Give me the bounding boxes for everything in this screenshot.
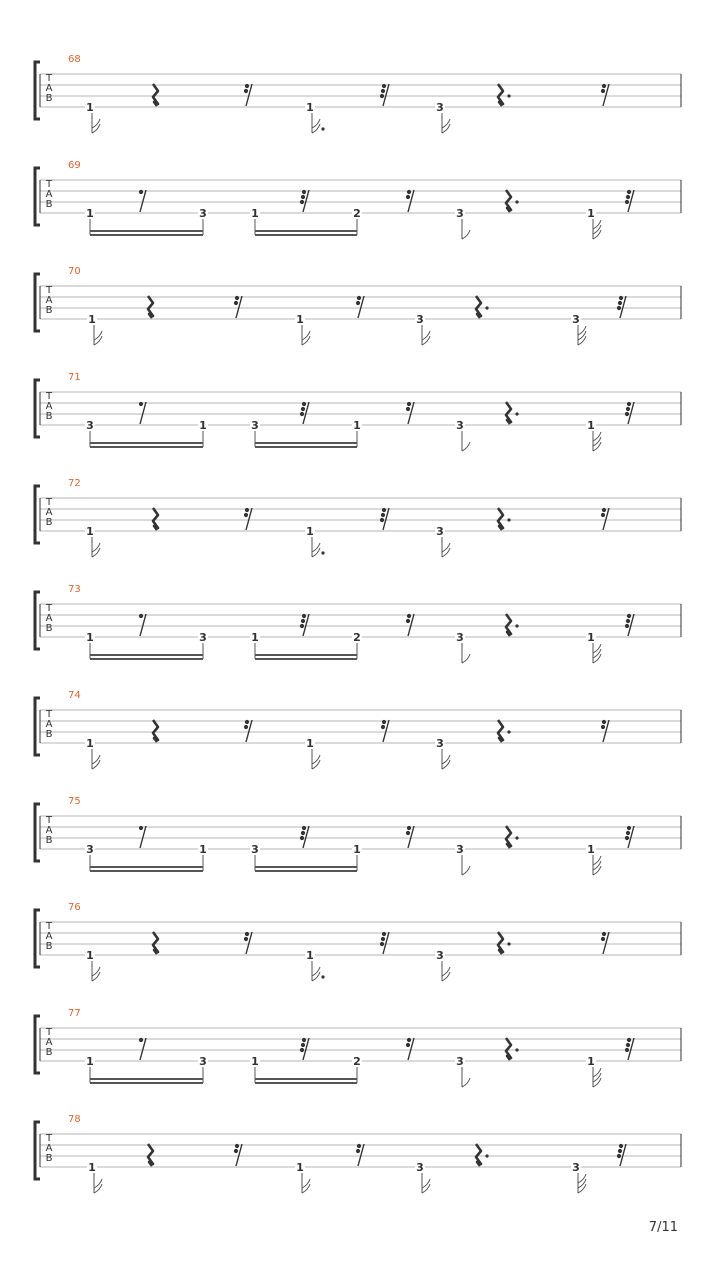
rest-flag — [626, 619, 630, 623]
fret-number: 1 — [88, 1161, 96, 1174]
tab-clef-letter: A — [45, 507, 53, 518]
fret-number: 1 — [86, 949, 94, 962]
tab-note — [87, 312, 102, 345]
rest-flag — [625, 624, 629, 628]
tab-clef-letter: B — [45, 941, 53, 952]
rest-flag — [245, 932, 249, 936]
rest-flag — [380, 942, 384, 946]
tab-note — [305, 100, 325, 133]
tab-note — [435, 736, 450, 769]
tab-note — [250, 842, 260, 856]
tab-note — [455, 1054, 470, 1087]
tab-note — [198, 206, 208, 220]
fret-number: 1 — [86, 1055, 94, 1068]
rest-dot — [507, 730, 510, 733]
system-bracket — [35, 62, 40, 119]
tab-note — [415, 312, 430, 345]
rest-flag — [601, 937, 605, 941]
note-flag — [462, 654, 470, 663]
rest-flag — [302, 1038, 306, 1042]
tab-system — [35, 372, 681, 451]
tab-note — [250, 418, 260, 432]
fret-number: 3 — [456, 843, 464, 856]
tab-note — [435, 948, 450, 981]
rest-flag — [234, 1149, 238, 1153]
rest-flag — [619, 1144, 623, 1148]
tab-clef-letter: B — [45, 1153, 53, 1164]
note-flag — [462, 230, 470, 239]
measure-number: 71 — [68, 372, 81, 383]
fret-number: 3 — [416, 313, 424, 326]
measure-number: 70 — [68, 266, 81, 277]
measure-number: 69 — [68, 160, 81, 171]
fret-number: 1 — [296, 313, 304, 326]
rest-flag — [356, 1149, 360, 1153]
note-flag — [462, 866, 470, 875]
fret-number: 3 — [436, 737, 444, 750]
rest-flag — [139, 402, 143, 406]
tab-clef-letter: A — [45, 295, 53, 306]
tab-note — [455, 206, 470, 239]
tab-clef-letter: B — [45, 411, 53, 422]
fret-number: 3 — [86, 419, 94, 432]
rest-flag — [601, 89, 605, 93]
tab-note — [87, 1160, 102, 1193]
tab-note — [415, 1160, 430, 1193]
tab-note — [250, 206, 260, 220]
tab-note — [586, 842, 601, 875]
system-bracket — [35, 380, 40, 437]
rest-flag — [406, 195, 410, 199]
system-bracket — [35, 698, 40, 755]
tab-note — [85, 736, 100, 769]
quarter-rest — [153, 84, 158, 106]
rest-flag — [300, 1048, 304, 1052]
rest-flag — [602, 84, 606, 88]
tab-system — [35, 54, 681, 133]
rest-flag — [602, 508, 606, 512]
fret-number: 3 — [86, 843, 94, 856]
rest-flag — [300, 412, 304, 416]
fret-number: 1 — [86, 737, 94, 750]
quarter-rest — [498, 932, 503, 954]
rest-dot — [485, 1154, 488, 1157]
rest-flag — [244, 513, 248, 517]
tab-note — [435, 100, 450, 133]
rest-flag — [406, 407, 410, 411]
tab-note — [352, 1054, 362, 1068]
tab-note — [85, 842, 95, 856]
rest-dot — [507, 94, 510, 97]
rest-flag — [601, 513, 605, 517]
fret-number: 1 — [587, 631, 595, 644]
tab-clef-letter: T — [45, 709, 53, 720]
rest-flag — [381, 937, 385, 941]
rest-dot — [515, 1048, 518, 1051]
tab-note — [85, 524, 100, 557]
rest-flag — [617, 1154, 621, 1158]
tab-clef-letter: T — [45, 921, 53, 932]
rest-flag — [139, 826, 143, 830]
tab-clef-letter: B — [45, 729, 53, 740]
tab-note — [586, 206, 601, 239]
tab-note — [250, 630, 260, 644]
rest-flag — [302, 402, 306, 406]
tab-note — [305, 948, 325, 981]
system-bracket — [35, 486, 40, 543]
tab-clef-letter: B — [45, 305, 53, 316]
tab-clef-letter: B — [45, 623, 53, 634]
rest-flag — [381, 513, 385, 517]
quarter-rest — [476, 296, 481, 318]
rest-flag — [627, 614, 631, 618]
fret-number: 1 — [251, 631, 259, 644]
fret-number: 3 — [251, 419, 259, 432]
quarter-rest — [498, 720, 503, 742]
rest-flag — [407, 1038, 411, 1042]
measure-number: 76 — [68, 902, 81, 913]
rest-flag — [407, 190, 411, 194]
system-bracket — [35, 910, 40, 967]
rest-flag — [302, 614, 306, 618]
tab-note — [571, 312, 586, 345]
quarter-rest — [148, 1144, 153, 1166]
tab-system — [35, 796, 681, 875]
rest-flag — [602, 932, 606, 936]
quarter-rest — [153, 508, 158, 530]
tab-system — [35, 478, 681, 557]
tab-note — [198, 418, 208, 432]
tab-note — [586, 630, 601, 663]
tab-clef-letter: B — [45, 93, 53, 104]
measure-number: 73 — [68, 584, 81, 595]
tab-note — [295, 312, 310, 345]
rest-dot — [515, 412, 518, 415]
fret-number: 1 — [587, 419, 595, 432]
fret-number: 1 — [251, 1055, 259, 1068]
rest-flag — [626, 407, 630, 411]
fret-number: 1 — [86, 207, 94, 220]
rest-flag — [244, 89, 248, 93]
tab-system — [35, 1114, 681, 1193]
tab-note — [352, 418, 362, 432]
rest-dot — [507, 942, 510, 945]
rest-flag — [406, 831, 410, 835]
fret-number: 3 — [436, 101, 444, 114]
fret-number: 1 — [86, 631, 94, 644]
tab-clef-letter: A — [45, 1143, 53, 1154]
rest-flag — [619, 296, 623, 300]
rest-flag — [301, 195, 305, 199]
tab-system — [35, 266, 681, 345]
tab-system — [35, 902, 681, 981]
system-bracket — [35, 274, 40, 331]
quarter-rest — [506, 826, 511, 848]
tab-note — [85, 1054, 95, 1068]
fret-number: 1 — [306, 949, 314, 962]
tab-clef-letter: A — [45, 719, 53, 730]
rest-flag — [380, 94, 384, 98]
tab-note — [352, 206, 362, 220]
tab-clef-letter: T — [45, 497, 53, 508]
rest-dot — [485, 306, 488, 309]
quarter-rest — [476, 1144, 481, 1166]
rest-flag — [235, 296, 239, 300]
rest-flag — [626, 831, 630, 835]
rest-flag — [382, 84, 386, 88]
measure-number: 72 — [68, 478, 81, 489]
rest-flag — [357, 296, 361, 300]
tab-system — [35, 1008, 681, 1087]
tab-clef-letter: A — [45, 613, 53, 624]
fret-number: 3 — [416, 1161, 424, 1174]
quarter-rest — [498, 508, 503, 530]
quarter-rest — [148, 296, 153, 318]
rest-dot — [507, 518, 510, 521]
quarter-rest — [506, 402, 511, 424]
fret-number: 3 — [456, 419, 464, 432]
rest-flag — [627, 826, 631, 830]
rest-flag — [625, 836, 629, 840]
tab-clef-letter: B — [45, 1047, 53, 1058]
quarter-rest — [506, 1038, 511, 1060]
fret-number: 1 — [306, 101, 314, 114]
rest-flag — [139, 614, 143, 618]
tab-clef-letter: T — [45, 179, 53, 190]
system-bracket — [35, 804, 40, 861]
rest-flag — [382, 932, 386, 936]
tab-clef-letter: B — [45, 835, 53, 846]
fret-number: 1 — [587, 1055, 595, 1068]
tab-clef-letter: T — [45, 1133, 53, 1144]
rest-flag — [407, 614, 411, 618]
rest-flag — [356, 301, 360, 305]
tab-note — [352, 842, 362, 856]
fret-number: 1 — [587, 207, 595, 220]
tab-note — [85, 630, 95, 644]
rest-flag — [618, 301, 622, 305]
tab-note — [305, 524, 325, 557]
quarter-rest — [506, 190, 511, 212]
rest-flag — [407, 402, 411, 406]
tab-note — [455, 842, 470, 875]
rest-flag — [626, 195, 630, 199]
rest-flag — [244, 937, 248, 941]
fret-number: 3 — [572, 313, 580, 326]
tab-note — [85, 206, 95, 220]
rest-flag — [406, 1043, 410, 1047]
page-number: 7/11 — [648, 1220, 678, 1235]
tab-note — [198, 1054, 208, 1068]
rest-flag — [626, 1043, 630, 1047]
tab-note — [198, 842, 208, 856]
tab-clef-letter: T — [45, 603, 53, 614]
rest-flag — [627, 190, 631, 194]
system-bracket — [35, 1016, 40, 1073]
fret-number: 3 — [199, 207, 207, 220]
fret-number: 3 — [436, 525, 444, 538]
fret-number: 1 — [86, 101, 94, 114]
fret-number: 1 — [587, 843, 595, 856]
tab-note — [305, 736, 320, 769]
rest-flag — [139, 190, 143, 194]
tab-clef-letter: T — [45, 73, 53, 84]
rest-flag — [139, 1038, 143, 1042]
tab-system — [35, 584, 681, 663]
measure-number: 75 — [68, 796, 81, 807]
rest-flag — [302, 826, 306, 830]
rest-flag — [300, 624, 304, 628]
quarter-rest — [498, 84, 503, 106]
tab-note — [198, 630, 208, 644]
fret-number: 2 — [353, 631, 361, 644]
rest-flag — [244, 725, 248, 729]
tab-system — [35, 160, 681, 239]
tab-clef-letter: A — [45, 825, 53, 836]
rest-flag — [301, 407, 305, 411]
rest-flag — [627, 1038, 631, 1042]
quarter-rest — [506, 614, 511, 636]
rest-flag — [302, 190, 306, 194]
tab-note — [352, 630, 362, 644]
fret-number: 3 — [251, 843, 259, 856]
rest-flag — [601, 725, 605, 729]
rest-flag — [380, 518, 384, 522]
fret-number: 1 — [353, 419, 361, 432]
tab-note — [571, 1160, 586, 1193]
note-dot — [321, 127, 324, 130]
tab-clef-letter: A — [45, 1037, 53, 1048]
rest-flag — [602, 720, 606, 724]
rest-flag — [625, 1048, 629, 1052]
tab-note — [435, 524, 450, 557]
rest-flag — [625, 412, 629, 416]
tab-note — [455, 418, 470, 451]
note-dot — [321, 551, 324, 554]
tab-clef-letter: T — [45, 815, 53, 826]
rest-flag — [245, 84, 249, 88]
tab-clef-letter: T — [45, 285, 53, 296]
rest-dot — [515, 836, 518, 839]
tab-note — [455, 630, 470, 663]
tab-note — [586, 1054, 601, 1087]
tab-note — [586, 418, 601, 451]
rest-flag — [300, 200, 304, 204]
measure-number: 68 — [68, 54, 81, 65]
rest-dot — [515, 200, 518, 203]
rest-flag — [382, 508, 386, 512]
tab-note — [85, 100, 100, 133]
rest-flag — [234, 301, 238, 305]
quarter-rest — [153, 720, 158, 742]
quarter-rest — [153, 932, 158, 954]
fret-number: 3 — [456, 631, 464, 644]
rest-flag — [625, 200, 629, 204]
measure-number: 74 — [68, 690, 81, 701]
fret-number: 1 — [199, 419, 207, 432]
fret-number: 1 — [88, 313, 96, 326]
fret-number: 1 — [199, 843, 207, 856]
measure-number: 77 — [68, 1008, 81, 1019]
fret-number: 3 — [199, 631, 207, 644]
fret-number: 3 — [436, 949, 444, 962]
rest-flag — [381, 89, 385, 93]
fret-number: 1 — [306, 737, 314, 750]
fret-number: 1 — [353, 843, 361, 856]
rest-flag — [300, 836, 304, 840]
rest-flag — [301, 619, 305, 623]
note-flag — [462, 442, 470, 451]
note-flag — [462, 1078, 470, 1087]
rest-flag — [618, 1149, 622, 1153]
note-dot — [321, 975, 324, 978]
tab-clef-letter: T — [45, 391, 53, 402]
tab-note — [85, 948, 100, 981]
fret-number: 2 — [353, 1055, 361, 1068]
rest-flag — [245, 508, 249, 512]
rest-flag — [357, 1144, 361, 1148]
tab-clef-letter: A — [45, 401, 53, 412]
fret-number: 1 — [251, 207, 259, 220]
fret-number: 3 — [456, 207, 464, 220]
fret-number: 3 — [199, 1055, 207, 1068]
fret-number: 2 — [353, 207, 361, 220]
fret-number: 3 — [572, 1161, 580, 1174]
rest-flag — [627, 402, 631, 406]
system-bracket — [35, 168, 40, 225]
rest-flag — [245, 720, 249, 724]
fret-number: 3 — [456, 1055, 464, 1068]
rest-dot — [515, 624, 518, 627]
tab-note — [250, 1054, 260, 1068]
rest-flag — [381, 725, 385, 729]
tab-clef-letter: B — [45, 517, 53, 528]
tab-system — [35, 690, 681, 769]
system-bracket — [35, 592, 40, 649]
rest-flag — [301, 831, 305, 835]
rest-flag — [406, 619, 410, 623]
rest-flag — [382, 720, 386, 724]
tab-note — [295, 1160, 310, 1193]
tab-clef-letter: T — [45, 1027, 53, 1038]
fret-number: 1 — [306, 525, 314, 538]
rest-flag — [617, 306, 621, 310]
tab-clef-letter: A — [45, 931, 53, 942]
tab-clef-letter: A — [45, 83, 53, 94]
fret-number: 1 — [86, 525, 94, 538]
tab-note — [85, 418, 95, 432]
tab-clef-letter: A — [45, 189, 53, 200]
measure-number: 78 — [68, 1114, 81, 1125]
rest-flag — [407, 826, 411, 830]
fret-number: 1 — [296, 1161, 304, 1174]
system-bracket — [35, 1122, 40, 1179]
rest-flag — [301, 1043, 305, 1047]
rest-flag — [235, 1144, 239, 1148]
tab-clef-letter: B — [45, 199, 53, 210]
